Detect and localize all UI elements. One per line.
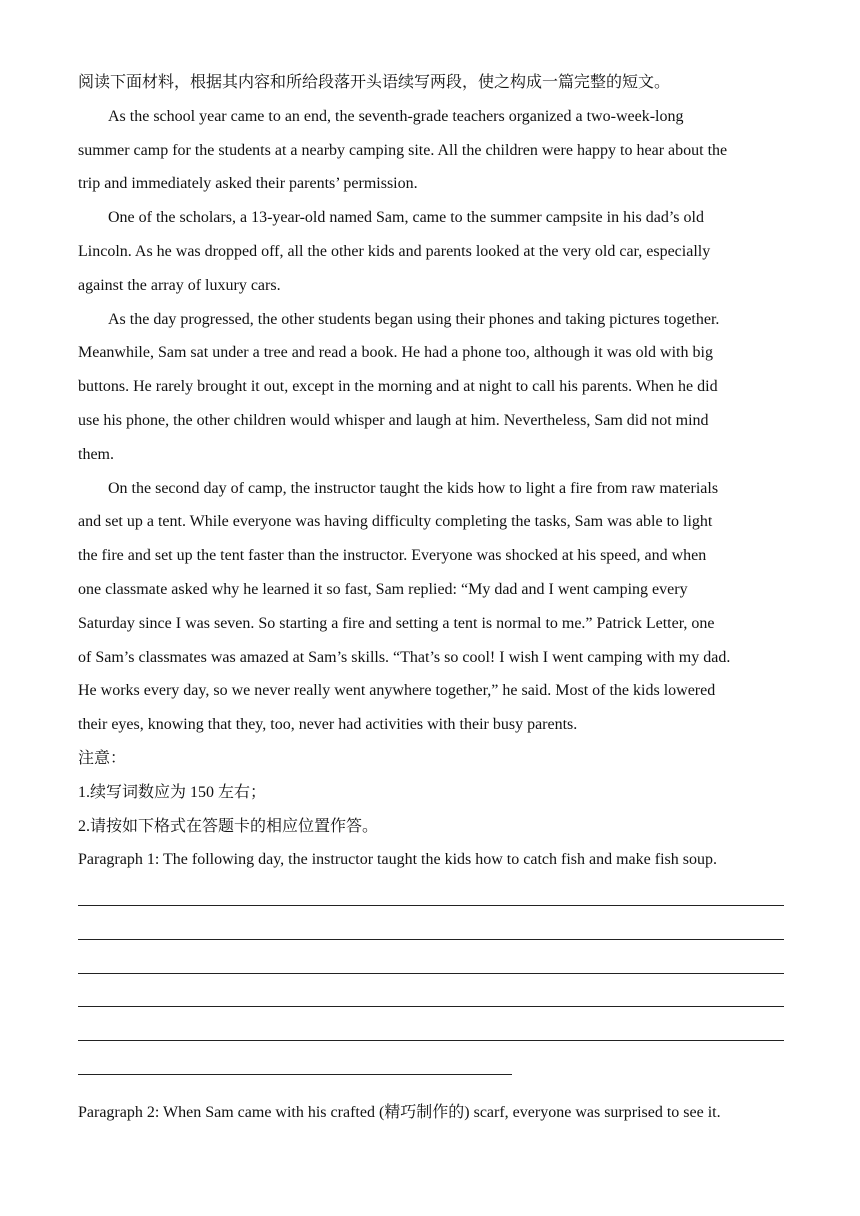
story-paragraph-2 bbox=[78, 201, 784, 302]
paragraph-line: Saturday since I was seven. So starting a fire and setting a tent is normal to me.” Patrick Letter, one bbox=[78, 614, 715, 632]
story-paragraph-3 bbox=[78, 303, 784, 472]
paragraph-line: trip and immediately asked their parents’ permission. bbox=[78, 175, 418, 193]
story-paragraph-4 bbox=[78, 472, 784, 742]
paragraph-line: one classmate asked why he learned it so fast, Sam replied: “My dad and I went camping every bbox=[78, 580, 688, 598]
paragraph-line: them. bbox=[78, 445, 114, 463]
answer-lines bbox=[78, 877, 784, 1080]
answer-line-short[interactable] bbox=[78, 1046, 784, 1080]
paragraph-line: On the second day of camp, the instructor taught the kids how to light a fire from raw materials bbox=[108, 479, 719, 497]
note-item-word-count: 1.续写词数应为 150 左右； bbox=[78, 783, 267, 801]
answer-line[interactable] bbox=[78, 979, 784, 1013]
answer-line[interactable] bbox=[78, 945, 784, 979]
paragraph-line: use his phone, the other children would whisper and laugh at him. Nevertheless, Sam did not mind bbox=[78, 411, 709, 429]
answer-line[interactable] bbox=[78, 1012, 784, 1046]
instruction-text: 阅读下面材料，根据其内容和所给段落开头语续写两段，使之构成一篇完整的短文。 bbox=[78, 74, 671, 91]
paragraph2-prompt: Paragraph 2: When Sam came with his crafted (精巧制作的) scarf, everyone was surprised to see it. bbox=[78, 1103, 721, 1121]
notes-heading: 注意： bbox=[78, 749, 127, 767]
paragraph-line: Lincoln. As he was dropped off, all the other kids and parents looked at the very old car, especially bbox=[78, 242, 711, 260]
paragraph-line: As the day progressed, the other students began using their phones and taking pictures together. bbox=[108, 310, 720, 328]
spacer bbox=[78, 1080, 784, 1096]
paragraph-line: their eyes, knowing that they, too, never had activities with their busy parents. bbox=[78, 716, 578, 734]
paragraph-line: of Sam’s classmates was amazed at Sam’s skills. “That’s so cool! I wish I went camping with my dad. bbox=[78, 648, 731, 666]
paragraph-line: As the school year came to an end, the seventh-grade teachers organized a two-week-long bbox=[108, 107, 684, 125]
paragraph-line: Meanwhile, Sam sat under a tree and read a book. He had a phone too, although it was old with big bbox=[78, 344, 713, 362]
paragraph-line: and set up a tent. While everyone was having difficulty completing the tasks, Sam was able to light bbox=[78, 513, 713, 531]
story-paragraph-1 bbox=[78, 100, 784, 201]
answer-line[interactable] bbox=[78, 911, 784, 945]
paragraph-line: the fire and set up the tent faster than the instructor. Everyone was shocked at his speed, and when bbox=[78, 547, 707, 565]
paragraph-line: buttons. He rarely brought it out, except in the morning and at night to call his parents. When he did bbox=[78, 378, 718, 396]
paragraph1-prompt: Paragraph 1: The following day, the instructor taught the kids how to catch fish and make fish soup. bbox=[78, 851, 717, 869]
answer-line[interactable] bbox=[78, 877, 784, 911]
paragraph-line: One of the scholars, a 13-year-old named Sam, came to the summer campsite in his dad’s old bbox=[108, 209, 704, 227]
note-item-format: 2.请按如下格式在答题卡的相应位置作答。 bbox=[78, 817, 379, 835]
paragraph-line: summer camp for the students at a nearby camping site. All the children were happy to hear about the bbox=[78, 141, 728, 159]
paragraph-line: against the array of luxury cars. bbox=[78, 276, 281, 294]
document-page bbox=[78, 66, 784, 1130]
paragraph-line: He works every day, so we never really went anywhere together,” he said. Most of the kids lowered bbox=[78, 682, 716, 700]
